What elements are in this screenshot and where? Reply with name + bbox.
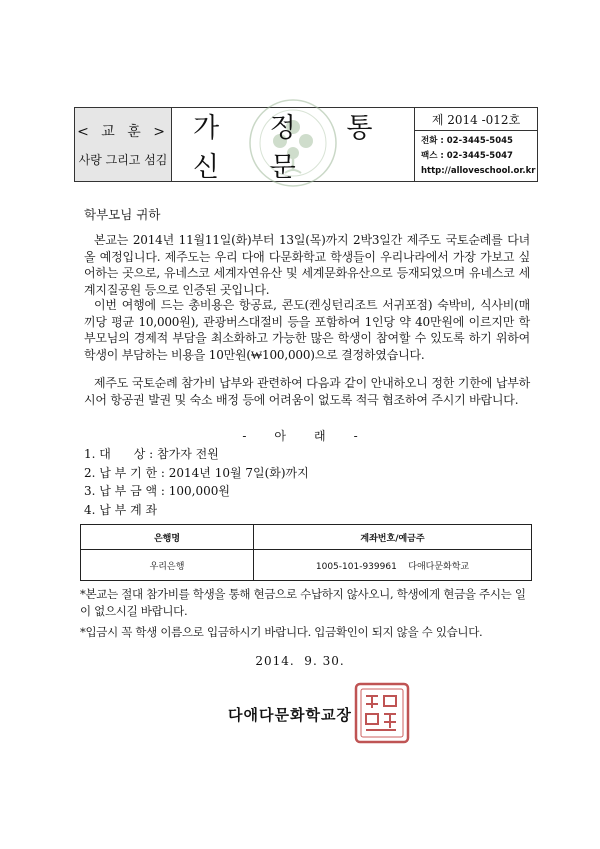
note-deposit-name: *입금시 꼭 학생 이름으로 입금하시기 바랍니다. 입금확인이 되지 않을 수 있습니다. [80, 625, 483, 639]
table-row [81, 550, 532, 581]
notice-a: 아 [274, 429, 286, 443]
notice-dash-left: - [242, 429, 247, 443]
detail-deadline: 2. 납 부 기 한 : 2014년 10월 7일(화)까지 [84, 465, 309, 480]
note-cash: *본교는 절대 참가비를 학생을 통해 현금으로 수납하지 않사오니, 학생에게 현금을 주시는 일이 없으시길 바랍니다. [80, 587, 526, 618]
motto-text: 사랑 그리고 섬김 [78, 153, 168, 167]
paragraph-request: 제주도 국토순례 참가비 납부와 관련하여 다음과 같이 안내하오니 정한 기한에 납부하시어 항공권 발권 및 숙소 배정 등에 어려움이 없도록 적극 협조하여 주시기 바랍니다. [84, 376, 530, 407]
table-header-row [81, 525, 532, 550]
phone-number: 전화 : 02-3445-5045 [421, 135, 513, 146]
paragraph-intro: 본교는 2014년 11월11일(화)부터 13일(목)까지 2박3일간 제주도 국토순례를 다녀올 예정입니다. 제주도는 우리 다애 다문화학교 학생들이 우리나라에서 가장 가보고 싶어하는 곳으로, 유네스코 세계자연유산 및 세계문화유산으로 등재되었으며 유네스코 세계지질공원 등으로 인증된 곳입니다. [84, 233, 530, 297]
bank-name-cell: 우리은행 [81, 550, 254, 581]
newsletter-title: 가 정 통 신 문 [193, 112, 394, 183]
account-cell: 1005-101-939961 다애다문화학교 [254, 550, 532, 581]
official-seal-icon [354, 682, 410, 744]
motto-title: < 교 훈 > [77, 124, 169, 140]
school-principal-signature: 다애다문화학교장 [228, 706, 352, 724]
title-box [172, 108, 414, 181]
bank-account-table [80, 524, 532, 581]
notice-heading [0, 427, 600, 444]
motto-box [75, 108, 172, 181]
addressee: 학부모님 귀하 [84, 207, 161, 222]
newsletter-header [74, 107, 538, 182]
notice-dash-right: - [353, 429, 358, 443]
payment-details [84, 445, 309, 519]
header-bank-name: 은행명 [81, 525, 254, 550]
website-url: http://alloveschool.or.kr [421, 165, 536, 176]
header-account: 계좌번호/예금주 [254, 525, 532, 550]
issue-date: 2014. 9. 30. [255, 654, 345, 668]
fax-number: 팩스 : 02-3445-5047 [421, 150, 513, 161]
issue-number: 제 2014 -012호 [415, 108, 537, 131]
detail-account: 4. 납 부 계 좌 [84, 502, 158, 517]
detail-target: 1. 대 상 : 참가자 전원 [84, 447, 219, 461]
issue-info [414, 108, 537, 181]
contact-info [415, 131, 537, 181]
notice-rae: 래 [314, 429, 326, 443]
paragraph-cost: 이번 여행에 드는 총비용은 항공료, 콘도(켄싱턴리조트 서귀포점) 숙박비, 식사비(매끼당 평균 10,000원), 관광버스대절비 등을 포함하여 1인당 약 40만원에 이르지만 학부모님의 경제적 부담을 최소화하고 가능한 많은 학생이 참여할 수 있도록 하기 위하여 학생이 부담하는 비용을 10만원(₩100,000)으로 결정하였습니다. [84, 298, 530, 362]
detail-amount: 3. 납 부 금 액 : 100,000원 [84, 484, 230, 498]
